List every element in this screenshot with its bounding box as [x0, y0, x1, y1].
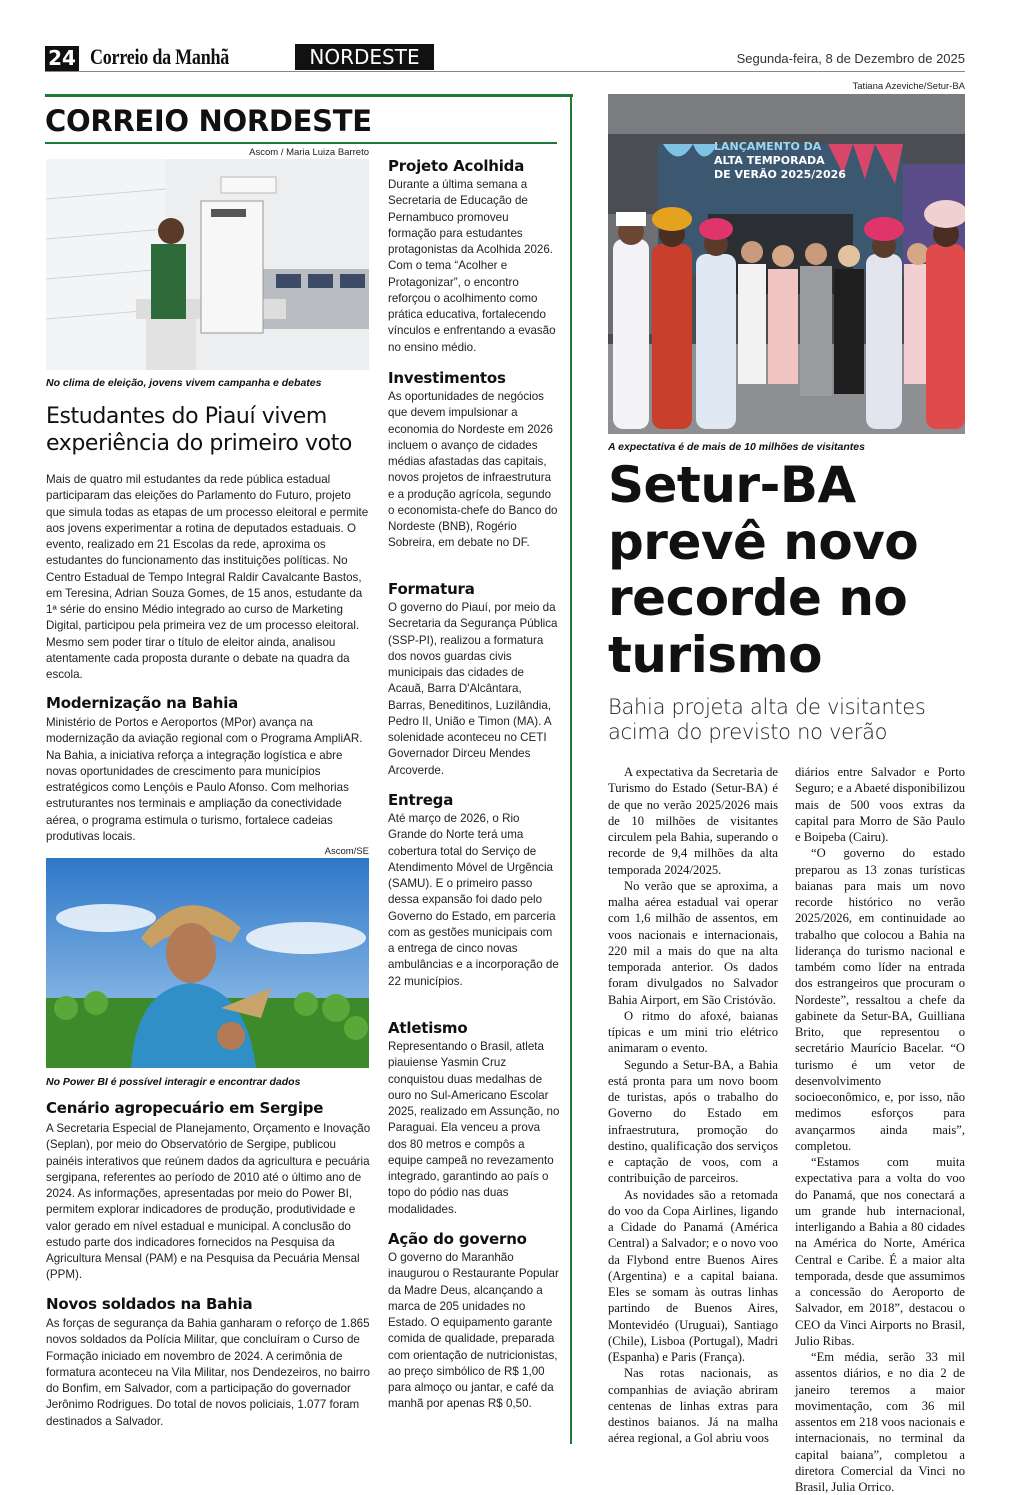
article-column-2: diários entre Salvador e Porto Seguro; e a Abaeté disponibilizou mais de 500 voos extras da capital para Morro de São Paulo e Boipeba (Cairu). “O governo do estado preparou as 13 zonas turísticas baianas para mais um novo recorde histórico no verão 2025/2026, em continuidade ao trabalho que colocou a Bahia na liderança do turismo nacional e também como líder na entrada dos estrangeiros que procuram o Nordeste”, ressaltou a chefe da gabinete da Setur-BA, Guilliana Brito, que representou o secretário Maurício Bacelar. “O turismo é um vetor de desenvolvimento socioeconômico, e, por isso, não medimos esforços para avançarmos ainda mais”, completou. “Estamos com muita expectativa para a volta do voo do Panamá, que nos conectará a um grande hub internacional, interligando a Bahia a 80 cidades na América do Norte, América Central e Caribe. É a maior alta temporada, desde que assumimos a concessão do Aeroporto de Salvador, em 2018”, destacou o CEO da Vinci Airports no Brasil, Julio Ribas. “Em média, serão 33 mil assentos diários, e no dia 2 de janeiro teremos a maior movimentação, com 36 mil assentos em 218 voos nacionais e internacionais, no terminal da capital baiana”, completou a diretora Comercial da Vinci no Brasil, Julia Orrico.	[795, 765, 965, 1494]
article-body: Mais de quatro mil estudantes da rede pública estadual participaram das eleições do Parlamento do Futuro, projeto que simula todas as etapas de um processo eleitoral e permite aos jovens experimentar a rotina de deputados estaduais. O evento, realizado em 21 Escolas da rede, aproxima os estudantes do funcionamento das instituições políticas. No Centro Estadual de Tempo Integral Raldir Cavalcante Bastos, em Teresina, Adrian Souza Gomes, de 15 anos, estudante da 1ª série do ensino Médio integrado ao curso de Marketing Digital, participou pela primeira vez de um processo eleitoral. Mesmo sem poder tirar o título de eleitor ainda, analisou atentamente cada proposta durante o debate na quadra da escola.	[46, 473, 369, 681]
article-headline: Estudantes do Piauí vivem experiência do primeiro voto	[46, 404, 352, 456]
article-body: As forças de segurança da Bahia ganharam o reforço de 1.865 novos soldados da Polícia Militar, que concluíram o Curso de Formação iniciado em novembro de 2024. A cerimônia de formatura aconteceu na Vila Militar, nos Dendezeiros, no bairro do Bonfim, em Salvador, com a participação do governador Jerônimo Rodrigues. Do total de novos policiais, 1.077 foram destinados a Salvador.	[46, 1317, 370, 1428]
issue-date: Segunda-feira, 8 de Dezembro de 2025	[736, 51, 965, 66]
photo-credit: Ascom/SE	[324, 846, 369, 857]
photo-caption: No clima de eleição, jovens vivem campanha e debates	[46, 377, 322, 389]
brief-body: Até março de 2026, o Rio Grande do Norte terá uma cobertura total do Serviço de Atendimento Móvel de Urgência (SAMU). E o primeiro passo dessa expansão foi dado pelo Governo do Estado, em parceria com as gestões municipais com a entrega de cinco novas ambulâncias e a incorporação de 22 municípios.	[388, 812, 559, 988]
brief-body: As oportunidades de negócios que devem impulsionar a economia do Nordeste em 2026 incluem o avanço de cidades médias afastadas das capitais, novos projetos de infraestrutura e a produção agrícola, segundo o economista-chefe do Banco do Nordeste (BNB), Rogério Sobreira, em debate no DF.	[388, 390, 558, 550]
photo-credit: Ascom / Maria Luiza Barreto	[249, 147, 369, 158]
brief-item	[388, 369, 560, 552]
brief-title: Investimentos	[388, 369, 506, 387]
brief-body: O governo do Maranhão inaugurou o Restaurante Popular da Madre Deus, alcançando a marca de 205 unidades no Estado. O equipamento garante comida de qualidade, preparada com orientação de nutricionistas, ao preço simbólico de R$ 1,00 para almoço ou jantar, e café da manhã por apenas R$ 0,50.	[388, 1251, 559, 1411]
section-top-rule	[45, 94, 573, 97]
header-divider	[45, 71, 965, 72]
brief-item	[388, 580, 560, 779]
brief-body: Durante a última semana a Secretaria de Educação de Pernambuco promoveu formação para estudantes protagonistas da Acolhida 2026. Com o tema “Acolher e Protagonizar”, o encontro reforçou o acolhimento como prática educativa, fortalecendo vínculos e enfrentando a evasão no ensino médio.	[388, 178, 556, 354]
column-title: CORREIO NORDESTE	[45, 104, 372, 138]
brief-item	[388, 157, 560, 356]
section-label: NORDESTE	[295, 44, 434, 70]
event-banner: LANÇAMENTO DA ALTA TEMPORADA DE VERÃO 2025/2026	[714, 140, 846, 181]
masthead-logo: Correio da Manhã	[90, 44, 230, 69]
photo-credit: Tatiana Azeviche/Setur-BA	[852, 81, 965, 92]
brief-item	[388, 1019, 560, 1218]
brief-title: Entrega	[388, 791, 454, 809]
page-number: 24	[45, 46, 79, 71]
column-title-rule	[45, 142, 557, 144]
section-vertical-rule	[570, 94, 572, 1444]
photo-caption: No Power BI é possível interagir e encontrar dados	[46, 1076, 301, 1088]
subheading: Cenário agropecuário em Sergipe	[46, 1099, 324, 1117]
brief-title: Formatura	[388, 580, 475, 598]
brief-item	[388, 1230, 560, 1413]
main-headline: Setur-BA prevê novo recorde no turismo	[608, 456, 919, 684]
subheadline: Bahia projeta alta de visitantes acima do previsto no verão	[608, 695, 926, 744]
photo-caption: A expectativa é de mais de 10 milhões de visitantes	[608, 441, 865, 453]
article-column-1: A expectativa da Secretaria de Turismo do Estado (Setur-BA) é de que no verão 2025/2026 mais de 10 milhões de visitantes circulem pela Bahia, superando o recorde de 9,4 milhões da alta temporada 2024/2025. No verão que se aproxima, a malha aérea estadual vai operar com 1,6 milhão de assentos, em voos nacionais e internacionais, 220 mil a mais do que na alta temporada anterior. Os dados foram divulgados no Salvador Bahia Airport, em São Cristóvão. O ritmo do afoxé, baianas típicas e um mini trio elétrico animaram o evento. Segundo a Setur-BA, a Bahia está pronta para um novo boom de turistas, após o trabalho do Governo do Estado em infraestrutura, promoção do destino, qualificação dos serviços e captação de voos, com a contribuição de parceiros. As novidades são a retomada do voo da Copa Airlines, ligando a Cidade do Panamá (América Central) a Salvador; e o novo voo da Flybond entre Buenos Aires (Argentina) e a capital baiana. Eles se somam às outras linhas partindo de Buenos Aires, Montevidéo (Uruguai), Santiago (Chile), Lisboa (Portugal), Madri (Espanha) e Paris (França). Nas rotas nacionais, as companhias de aviação abriram centenas de linhas extras para destinos baianos. Já na malha aérea regional, a Gol abriu voos	[608, 765, 778, 1446]
brief-title: Projeto Acolhida	[388, 157, 525, 175]
subheading: Modernização na Bahia	[46, 694, 239, 712]
brief-title: Ação do governo	[388, 1230, 527, 1248]
event-photo	[608, 94, 965, 434]
subheading: Novos soldados na Bahia	[46, 1295, 253, 1313]
farmer-photo	[46, 858, 369, 1068]
brief-item	[388, 791, 560, 990]
brief-title: Atletismo	[388, 1019, 468, 1037]
article-body: A Secretaria Especial de Planejamento, Orçamento e Inovação (Seplan), por meio do Observatório de Sergipe, publicou painéis interativos que reúnem dados da agricultura e pecuária sergipana, referentes ao período de 2010 até o último ano de 2024. As informações, apresentadas por meio do Power BI, permitem explorar indicadores de produção, produtividade e valor gerado em nível estadual e municipal. A conclusão do estudo parte dos indicadores fornecidos na Pesquisa da Agricultura Mensal (PAM) e na Pesquisa da Pecuária Mensal (PPM).	[46, 1122, 371, 1282]
election-photo	[46, 159, 369, 370]
brief-body: Representando o Brasil, atleta piauiense Yasmin Cruz conquistou duas medalhas de ouro no Sul-Americano Escolar 2025, realizado em Assunção, no Paraguai. Ela venceu a prova dos 80 metros e compôs a equipe campeã no revezamento integrado, garantindo ao país o topo do pódio nas duas modalidades.	[388, 1040, 560, 1216]
article-body: Ministério de Portos e Aeroportos (MPor) avança na modernização da aviação regional com o Programa AmpliAR. Na Bahia, a iniciativa reforça a integração logística e abre novas oportunidades de crescimento para municípios estratégicos como Lençóis e Paulo Afonso. Com melhorias estruturantes nos terminais e ampliação da conectividade aérea, o programa estimula o turismo, fortalece cadeias produtivas locais.	[46, 716, 363, 843]
brief-body: O governo do Piauí, por meio da Secretaria da Segurança Pública (SSP-PI), realizou a formatura dos novos guardas civis municipais das cidades de Acauã, Barra D'Alcântara, Barras, Beneditinos, Luzilândia, Pedro II, União e Timon (MA). A solenidade aconteceu no CETI Governador Dirceu Mendes Arcoverde.	[388, 601, 558, 777]
